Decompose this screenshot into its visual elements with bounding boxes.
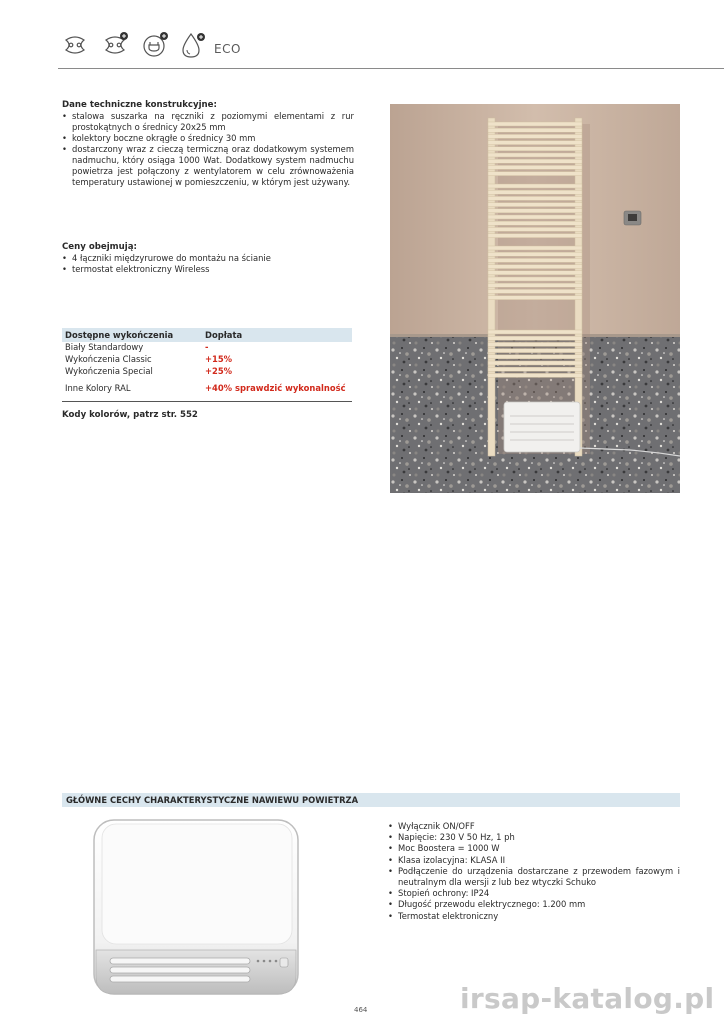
booster-unit-image — [92, 818, 302, 998]
radiator-bar — [488, 172, 582, 176]
plug-icon — [140, 30, 170, 60]
radiator-bar — [488, 215, 582, 219]
watermark: irsap-katalog.pl — [460, 982, 715, 1015]
column-header-surcharge: Dopłata — [205, 330, 243, 340]
technical-data-list — [62, 111, 354, 188]
towel-radiator-image — [390, 104, 680, 493]
list-item: • Klasa izolacyjna: KLASA II — [388, 855, 680, 866]
radiator-bar — [488, 246, 582, 250]
list-item: • Moc Boostera = 1000 W — [388, 843, 680, 854]
radiator-bar — [488, 227, 582, 231]
radiator-bar — [488, 234, 582, 238]
table-bottom-rule — [62, 401, 352, 402]
radiator-bar — [488, 165, 582, 169]
list-item: • termostat elektroniczny Wireless — [62, 264, 354, 275]
radiator-bar — [488, 277, 582, 281]
radiator-bar — [488, 147, 582, 151]
header-divider — [58, 68, 724, 69]
radiator-bar — [488, 159, 582, 163]
radiator-bar — [488, 190, 582, 194]
radiator-bar — [488, 342, 582, 346]
radiator-bar — [488, 134, 582, 138]
radiator-bar — [488, 330, 582, 334]
radiator-bar — [488, 252, 582, 256]
list-item: • Podłączenie do urządzenia dostarczane z przewodem fazowym i neutralnym dla wersji z lub bez wtyczki Schuko — [388, 866, 680, 888]
eco-label: ECO — [214, 42, 241, 56]
table-header — [62, 328, 352, 342]
list-item: • Wyłącznik ON/OFF — [388, 821, 680, 832]
column-header-finish: Dostępne wykończenia — [65, 330, 174, 340]
radiator-bar — [488, 196, 582, 200]
list-item: • Długość przewodu elektrycznego: 1.200 mm — [388, 899, 680, 910]
radiator-bar — [488, 296, 582, 300]
price-includes-title: Ceny obejmują: — [62, 242, 137, 252]
radiator-bar — [488, 209, 582, 213]
radiator-bar — [488, 258, 582, 262]
list-item: • Napięcie: 230 V 50 Hz, 1 ph — [388, 832, 680, 843]
finish-surcharge: +25% — [205, 366, 233, 377]
list-item: • 4 łączniki międzyrurowe do montażu na ścianie — [62, 253, 354, 264]
features-section — [388, 821, 680, 922]
technical-data-section — [62, 100, 354, 188]
towel-dry-icon — [60, 30, 90, 60]
radiator-bar — [488, 349, 582, 353]
page-number: 464 — [354, 1006, 368, 1014]
air-blower-illustration — [92, 818, 302, 998]
table-row — [62, 354, 352, 366]
finish-name: Wykończenia Classic — [65, 354, 152, 365]
price-includes-list — [62, 253, 354, 275]
radiator-bar — [488, 203, 582, 207]
radiator-bar — [488, 221, 582, 225]
radiator-bar — [488, 153, 582, 157]
list-item: • kolektory boczne okrągłe o średnicy 30 mm — [62, 133, 354, 144]
radiator-bar — [488, 373, 582, 377]
finish-name: Inne Kolory RAL — [65, 383, 131, 394]
water-drop-plus-icon — [178, 30, 208, 60]
radiator-bar — [488, 141, 582, 145]
technical-data-title: Dane techniczne konstrukcyjne: — [62, 100, 217, 110]
finish-name: Biały Standardowy — [65, 342, 144, 353]
section-title-bar: GŁÓWNE CECHY CHARAKTERYSTYCZNE NAWIEWU POWIETRZA — [62, 793, 680, 807]
list-item: • stalowa suszarka na ręczniki z poziomymi elementami z rur prostokątnych o średnicy 20x25 mm — [62, 111, 354, 133]
radiator-bar — [488, 184, 582, 188]
finish-name: Wykończenia Special — [65, 366, 153, 377]
color-codes-note: Kody kolorów, patrz str. 552 — [62, 410, 198, 420]
finish-surcharge: +40% sprawdzić wykonalność — [205, 383, 346, 394]
price-includes-section — [62, 242, 354, 275]
table-row — [62, 378, 352, 400]
finish-surcharge: +15% — [205, 354, 233, 365]
towel-dry-plus-icon — [100, 30, 130, 60]
list-item: • Stopień ochrony: IP24 — [388, 888, 680, 899]
finish-surcharge: - — [205, 342, 209, 353]
radiator-bar — [488, 265, 582, 269]
radiator-bar — [488, 271, 582, 275]
radiator-bar — [488, 289, 582, 293]
radiator-bar — [488, 361, 582, 365]
finishes-table — [62, 328, 352, 402]
list-item: • Termostat elektroniczny — [388, 911, 680, 922]
radiator-bar — [488, 355, 582, 359]
radiator-bar — [488, 367, 582, 371]
radiator-bar — [488, 122, 582, 126]
table-row — [62, 342, 352, 354]
radiator-bar — [488, 128, 582, 132]
product-photo — [390, 104, 680, 493]
features-list — [388, 821, 680, 922]
list-item: • dostarczony wraz z cieczą termiczną oraz dodatkowym systemem nadmuchu, który osiąga 1000 Wat. Dodatkowy system nadmuchu powietrza jest połączony z wentylatorem w celu zrównoważenia temperatury ustawionej w pomieszczeniu, w którym jest używany. — [62, 144, 354, 188]
radiator-bar — [488, 283, 582, 287]
radiator-bar — [488, 336, 582, 340]
table-row — [62, 366, 352, 378]
